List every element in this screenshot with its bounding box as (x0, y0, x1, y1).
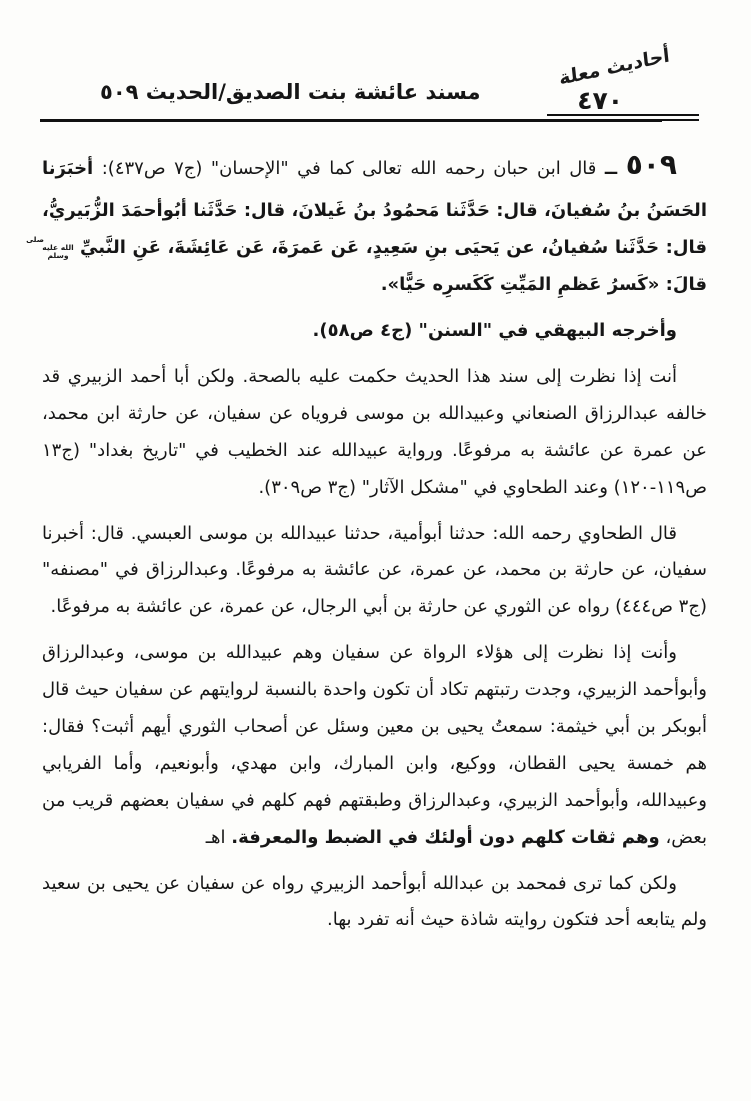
page-title: مسند عائشة بنت الصديق/الحديث ٥٠٩ (100, 80, 481, 104)
takhrij-line: وأخرجه البيهقي في "السنن" (ج٤ ص٥٨). (312, 320, 677, 342)
isnad-text: أخبَرَنا الحَسَنُ بنُ سُفيانَ، قال: حَدَّثَنا مَحمُودُ بنُ غَيلانَ، قال: حَدَّثَنا أبُوأحمَدَ الزُّبَيريُّ، قال: حَدَّثَنا سُفيانُ، عن يَحيَى بنِ سَعِيدٍ، عَن عَمرَةَ، عَن عَائِشَةَ، عَنِ النَّبيِّ (42, 158, 707, 259)
hadith-dash: ــ (604, 158, 618, 179)
comparison-end: اهـ (205, 826, 226, 848)
calligraphy-stamp: أحاديث معلة (558, 44, 671, 90)
comparison-paragraph (42, 635, 707, 856)
matn-text: قالَ: «كَسرُ عَظمِ المَيِّتِ كَكَسرِه حَيًّا». (380, 274, 707, 296)
conclusion-paragraph: ولكن كما ترى فمحمد بن عبدالله أبوأحمد الزبيري رواه عن سفيان عن يحيى بن سعيد ولم يتابعه أحد فتكون روايته شاذة حيث أنه تفرد بها. (42, 872, 707, 931)
hadith-paragraph (26, 136, 707, 304)
page-number-underline (547, 114, 699, 121)
hadith-intro: قال ابن حبان رحمه الله تعالى كما في "الإحسان" (ج٧ ص٤٣٧): (101, 158, 597, 179)
comparison-lead: وأنت إذا نظرت إلى هؤلاء الرواة عن سفيان وهم عبيدالله بن موسى، وعبدالرزاق وأبوأحمد الزبيري، وجدت رتبتهم تكاد أن تكون واحدة بالنسبة لروايتهم عن سفيان حيث قال أبوبكر بن أبي خيثمة: سمعتُ يحيى بن معين وسئل عن أصحاب الثوري أيهم أثبت؟ فقال: هم خمسة يحيى القطان، ووكيع، وابن المبارك، وابن مهدي، وأبونعيم، وأما الفريابي وعبيدالله، وأبوأحمد الزبيري، وعبدالرزاق وطبقتهم فهم كلهم في سفيان بعضهم قريب من بعض، (42, 642, 707, 848)
tahawi-paragraph: قال الطحاوي رحمه الله: حدثنا أبوأمية، حدثنا عبيدالله بن موسى العبسي. قال: أخبرنا سفيان، عن حارثة بن محمد، عن عمرة، عن عائشة به مرفوعًا. وعبدالرزاق في "مصنفه" (ج٣ ص٤٤٤) رواه عن الثوري عن حارثة بن أبي الرجال، عن عمرة، عن عائشة به مرفوعًا. (42, 522, 707, 618)
page-number: ٤٧٠ (577, 86, 623, 115)
page-content (26, 136, 707, 948)
saw-symbol: صلى الله عليه وسلم (26, 234, 74, 261)
comparison-bold: وهم ثقات كلهم دون أولئك في الضبط والمعرفة. (231, 826, 660, 848)
page-header (0, 0, 751, 138)
hadith-number: ٥٠٩ (625, 148, 677, 181)
analysis-paragraph: أنت إذا نظرت إلى سند هذا الحديث حكمت عليه بالصحة. ولكن أبا أحمد الزبيري قد خالفه عبدالرزاق الصنعاني وعبيدالله بن موسى فروياه عن سفيان، عن حارثة ابن محمد، عن عمرة عن عائشة به مرفوعًا. ورواية عبيدالله عند الخطيب في "تاريخ بغداد" (ج١٣ ص١١٩-١٢٠) وعند الطحاوي في "مشكل الآثار" (ج٣ ص٣٠٩). (42, 365, 707, 498)
